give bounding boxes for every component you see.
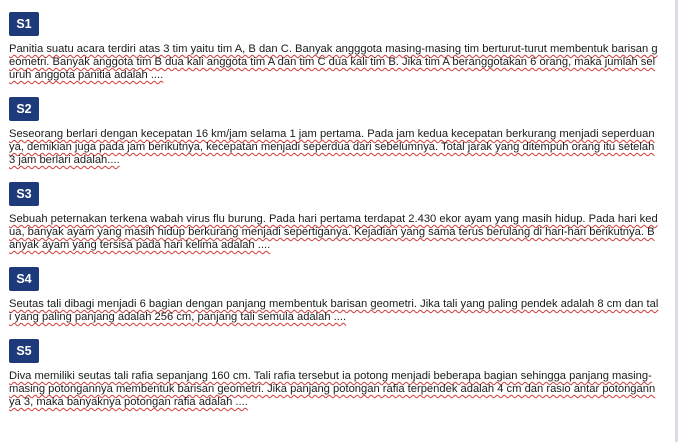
problem-item — [9, 12, 659, 82]
problem-text: Seutas tali dibagi menjadi 6 bagian dengan panjang membentuk barisan geometri. Jika tali yang paling pendek adalah 8 cm dan tali yang paling panjang adalah 256 cm, panjang tali semula adalah .... — [9, 298, 659, 323]
problem-item — [9, 339, 659, 409]
problem-text: Sebuah peternakan terkena wabah virus flu burung. Pada hari pertama terdapat 2.430 ekor ayam yang masih hidup. Pada hari kedua, banyak ayam yang masih hidup berkurang menjadi sepertiganya. Kejadian yang sama terus berulang di hari-hari berikutnya. Banyak ayam yang tersisa pada hari kelima adalah .... — [9, 213, 658, 251]
problem-text: Diva memiliki seutas tali rafia sepanjang 160 cm. Tali rafia tersebut ia potong menjadi beberapa bagian sehingga panjang masing-masing potongannya membentuk barisan geometri. Jika panjang potongan rafia terpendek adalah 4 cm dan rasio antar potongannya 3, maka banyaknya potongan rafia adalah .... — [9, 370, 656, 408]
problem-number-badge: S5 — [9, 339, 39, 363]
problem-sheet — [9, 12, 659, 424]
problem-text: Seseorang berlari dengan kecepatan 16 km/jam selama 1 jam pertama. Pada jam kedua kecepatan berkurang menjadi seperduanya, demikian juga pada jam berikutnya, kecepatan menjadi seperdua dari sebelumnya. Total jarak yang ditempuh orang itu setelah 3 jam berlari adalah.... — [9, 128, 655, 166]
problem-item — [9, 267, 659, 324]
problem-item — [9, 97, 659, 167]
problem-number-badge: S1 — [9, 12, 39, 36]
problem-number-badge: S4 — [9, 267, 39, 291]
problem-number-badge: S2 — [9, 97, 39, 121]
problem-text: Panitia suatu acara terdiri atas 3 tim yaitu tim A, B dan C. Banyak angggota masing-masing tim berturut-turut membentuk barisan geometri. Banyak anggota tim B dua kali anggota tim A dan tim C dua kali tim B. Jika tim A beranggotakan 6 orang, maka jumlah seluruh anggota panitia adalah .... — [9, 43, 658, 81]
problem-number-badge: S3 — [9, 182, 39, 206]
problem-item — [9, 182, 659, 252]
